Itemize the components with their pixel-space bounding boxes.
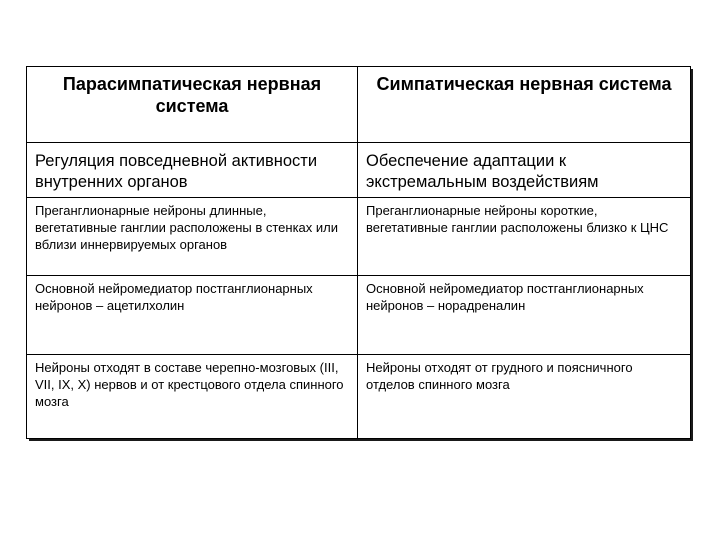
table-row (27, 198, 691, 276)
comparison-table-container (26, 66, 690, 438)
table-row (27, 355, 691, 439)
cell-parasympathetic-mediator: Основной нейромедиатор постганглионарных нейронов – ацетилхолин (27, 276, 358, 355)
cell-sympathetic-mediator: Основной нейромедиатор постганглионарных нейронов – норадреналин (358, 276, 691, 355)
cell-parasympathetic-neurons: Преганглионарные нейроны длинные, вегетативные ганглии расположены в стенках или вблизи иннервируемых органов (27, 198, 358, 276)
table-header-row (27, 67, 691, 143)
cell-parasympathetic-origin: Нейроны отходят в составе черепно-мозговых (III, VII, IX, X) нервов и от крестцового отдела спинного мозга (27, 355, 358, 439)
cell-parasympathetic-function: Регуляция повседневной активности внутренних органов (27, 143, 358, 198)
cell-sympathetic-function: Обеспечение адаптации к экстремальным воздействиям (358, 143, 691, 198)
cell-sympathetic-neurons: Преганглионарные нейроны короткие, вегетативные ганглии расположены близко к ЦНС (358, 198, 691, 276)
header-sympathetic: Симпатическая нервная система (358, 67, 691, 143)
cell-sympathetic-origin: Нейроны отходят от грудного и поясничного отделов спинного мозга (358, 355, 691, 439)
table-row (27, 276, 691, 355)
header-parasympathetic: Парасимпатическая нервная система (27, 67, 358, 143)
comparison-table (26, 66, 691, 439)
table-row (27, 143, 691, 198)
